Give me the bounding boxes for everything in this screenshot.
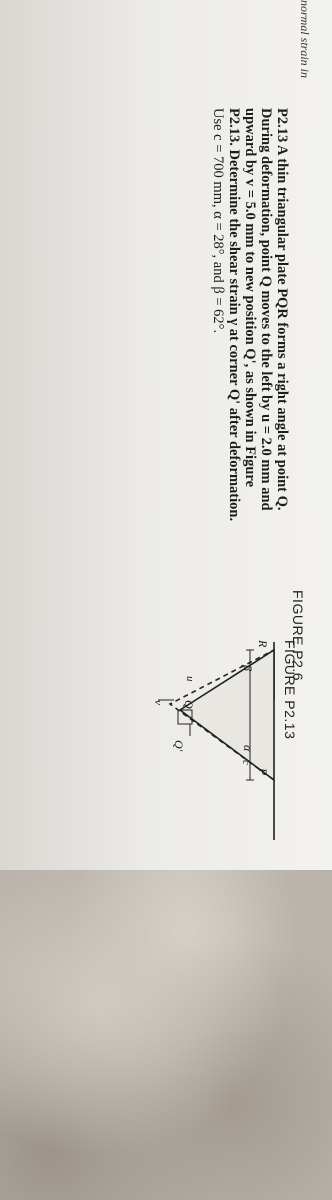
label-alpha: α xyxy=(241,745,255,752)
problem-line-5: Use c = 700 mm, α = 28°, and β = 62°. xyxy=(210,108,226,334)
label-c: c xyxy=(240,760,252,765)
problem-line-1: P2.13 A thin triangular plate PQR forms a right angle at point Q. xyxy=(274,108,290,511)
figure-p2-13-diagram xyxy=(150,640,280,840)
label-beta: β xyxy=(241,665,255,671)
label-q-prime: Q' xyxy=(172,740,186,752)
problem-line-2: During deformation, point Q moves to the left by u = 2.0 mm and xyxy=(258,108,274,511)
label-v: v xyxy=(152,700,164,705)
previous-text-fragment: normal strain in xyxy=(298,0,312,79)
label-p: P xyxy=(256,768,270,776)
label-q: Q xyxy=(182,700,196,709)
problem-line-3: upward by v = 5.0 mm to new position Q', as shown in Figure xyxy=(242,108,258,488)
triangle-pqr xyxy=(180,650,274,780)
figure-p2-13-caption: FIGURE P2.13 xyxy=(282,640,298,740)
label-u: u xyxy=(184,676,196,682)
fabric-background xyxy=(0,870,332,1200)
figure-p2-6-caption: FIGURE P2.6 xyxy=(290,590,306,682)
problem-line-4: P2.13. Determine the shear strain γ at corner Q' after deformation. xyxy=(226,108,242,522)
label-r: R xyxy=(256,640,270,648)
